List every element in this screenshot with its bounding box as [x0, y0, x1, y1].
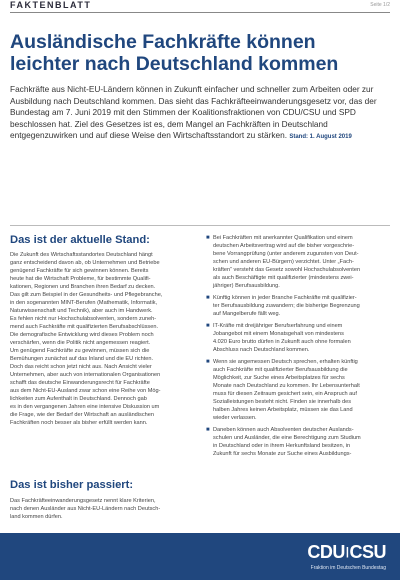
list-item — [206, 426, 390, 458]
body-text-line: mend auch Fachkräfte mit qualifizierten Berufsabschlüssen. — [10, 324, 158, 330]
body-text-line: Fachkräften noch besser als bisher erfüllt werden kann. — [10, 420, 148, 426]
list-item-line: wieder verlassen. — [213, 415, 257, 421]
list-item — [206, 234, 390, 290]
page-title — [10, 31, 390, 75]
body-text-line: die Frage, wie der Bedarf der Wirtschaft an ausländischen — [10, 412, 154, 418]
body-text-line: in den sogenannten MINT-Berufen (Mathematik, Informatik, — [10, 300, 158, 306]
list-item-line: auch Fachkräfte mit qualifizierter Berufsausbildung die — [213, 367, 348, 373]
body-text-line: schafft das deutsche Einwanderungsrecht für Fachkräfte — [10, 380, 150, 386]
body-text-line: genügend Fachkräfte für sich gewinnen können. Bereits — [10, 268, 149, 274]
list-item-line: jähriger) Berufsausbildung. — [213, 283, 280, 289]
page-number: Seite 1/2 — [370, 2, 390, 8]
bullet-square-icon: ■ — [206, 323, 210, 329]
section-divider — [10, 225, 390, 226]
logo-csu: CSU — [349, 542, 386, 562]
status-date: Stand: 1. August 2019 — [289, 134, 352, 141]
body-text-line: nach denen Ausländer aus Nicht-EU-Ländern nach Deutsch- — [10, 506, 161, 512]
list-item-line: ter Berufsausbildung zuwandern; die bisherige Begrenzung — [213, 303, 360, 309]
body-text-line: land kommen dürfen. — [10, 514, 63, 520]
list-item — [206, 322, 390, 354]
header-divider — [10, 12, 390, 13]
measures-list — [206, 234, 390, 462]
list-item — [206, 294, 390, 318]
current-status-text — [10, 251, 195, 427]
body-text-line: kationen, Regionen und Branchen ihren Bedarf zu decken. — [10, 284, 156, 290]
body-text-line: verschärfen, wenn die Politik nicht angemessen reagiert. — [10, 340, 151, 346]
list-item-line: deutschen Arbeitsvertrag wird auf die bisher vorgeschrie- — [213, 243, 355, 249]
list-item-line: Bei Fachkräften mit anerkannter Qualifikation und einem — [213, 235, 353, 241]
document-header — [0, 0, 400, 13]
body-text-line: lichkeiten zum Aufenthalt in Deutschland. Dennoch gab — [10, 396, 147, 402]
list-item-line: schen und anderen EU-Bürgern) verzichtet. Unter „Fach- — [213, 259, 354, 265]
progress-text — [10, 497, 195, 521]
list-item-line: kräften“ versteht das Gesetz sowohl Hochschulabsolventen — [213, 267, 361, 273]
body-text-line: aus dem Nicht-EU-Ausland zwar schon eine Reihe von Mög- — [10, 388, 161, 394]
body-text-line: ganz entscheidend davon ab, ob Unternehmen und Betriebe — [10, 260, 160, 266]
bullet-square-icon: ■ — [206, 359, 210, 365]
list-item-line: bene Vorrangprüfung (unter anderem zugunsten von Deut- — [213, 251, 359, 257]
body-text-line: es in den vergangenen Jahren eine intensive Diskussion um — [10, 404, 160, 410]
list-item-line: muss für diesen Zeitraum gesichert sein, ein Anspruch auf — [213, 391, 357, 397]
body-text-line: Die Zukunft des Wirtschaftsstandortes Deutschland hängt — [10, 252, 153, 258]
list-item-line: auf Mangelberufe fällt weg. — [213, 311, 281, 317]
list-item-line: Zukunft für sechs Monate zur Suche eines Ausbildungs- — [213, 451, 352, 457]
section-heading-current-status: Das ist der aktuelle Stand: — [10, 234, 150, 246]
body-text-line: Das gilt zum Beispiel in der Gesundheits- und Pflegebranche, — [10, 292, 163, 298]
footer-bar — [0, 533, 400, 580]
cdu-csu-logo — [307, 542, 386, 563]
list-item-line: Sozialleistungen besteht nicht. Finden sie innerhalb des — [213, 399, 352, 405]
document-type-label: FAKTENBLATT — [10, 0, 92, 10]
bullet-square-icon: ■ — [206, 427, 210, 433]
lead-text: Fachkräfte aus Nicht-EU-Ländern können in Zukunft einfacher und schneller zum Arbeiten oder zur Ausbildung nach Deutschland kommen. Das sieht das Fachkräfteeinwanderungsgesetz vor, das der Bundestag am 7. Juni 2019 mit den Stimmen der Koalitionsfraktionen von CDU/CSU und SPD beschlossen hat. Ziel des Gesetzes ist es, dem Mangel an Fachkräften in Deutschland entgegenzuwirken und auf diese Weise den Wirtschaftsstandort zu stärken. — [10, 84, 377, 141]
logo-separator: | — [345, 546, 349, 558]
body-text-line: Um genügend Fachkräfte zu gewinnen, müssen sich die — [10, 348, 150, 354]
body-text-line: Das Fachkräfteeinwanderungsgesetz nennt klare Kriterien, — [10, 498, 156, 504]
logo-cdu: CDU — [307, 542, 345, 562]
title-line-2: leichter nach Deutschland kommen — [10, 53, 339, 75]
body-text-line: Naturwissenschaft und Technik), aber auch im Handwerk. — [10, 308, 153, 314]
lead-paragraph — [10, 84, 390, 144]
bullet-square-icon: ■ — [206, 235, 210, 241]
body-text-line: Unternehmen, aber auch von internationalen Organisationen — [10, 372, 161, 378]
list-item-line: in Deutschland oder in ihrem Herkunftsland besitzen, in — [213, 443, 351, 449]
list-item-line: Daneben können auch Absolventen deutscher Auslands- — [213, 427, 354, 433]
list-item-line: Möglichkeit, zur Suche eines Arbeitsplatzes für sechs — [213, 375, 345, 381]
body-text-line: heute hat die Wirtschaft Probleme, für bestimmte Qualifi- — [10, 276, 151, 282]
list-item-line: 4.020 Euro brutto dürfen in Zukunft auch ohne formalen — [213, 339, 351, 345]
list-item-line: Künftig können in jeder Branche Fachkräfte mit qualifizier- — [213, 295, 357, 301]
bullet-square-icon: ■ — [206, 295, 210, 301]
list-item-line: Wenn sie angemessen Deutsch sprechen, erhalten künftig — [213, 359, 358, 365]
body-text-line: Es fehlen nicht nur Hochschulabsolventen, sondern zuneh- — [10, 316, 157, 322]
body-text-line: Bemühungen zunächst auf das Inland und die EU richten. — [10, 356, 154, 362]
list-item-line: schulen und Ausländer, die eine Berechtigung zum Studium — [213, 435, 361, 441]
list-item-line: IT-Kräfte mit dreijähriger Berufserfahrung und einem — [213, 323, 343, 329]
title-line-1: Ausländische Fachkräfte können — [10, 31, 316, 53]
list-item-line: als auch Beschäftigte mit qualifizierter (mindestens zwei- — [213, 275, 354, 281]
body-text-line: Die demografische Entwicklung wird dieses Problem noch — [10, 332, 154, 338]
footer-subtitle: Fraktion im Deutschen Bundestag — [310, 565, 386, 571]
list-item-line: Jobangebot mit einem Monatsgehalt von mindestens — [213, 331, 344, 337]
section-heading-progress: Das ist bisher passiert: — [10, 479, 134, 491]
list-item — [206, 358, 390, 422]
list-item-line: Abschluss nach Deutschland kommen. — [213, 347, 310, 353]
list-item-line: halben Jahres keinen Arbeitsplatz, müssen sie das Land — [213, 407, 353, 413]
body-text-line: Doch das reicht schon jetzt nicht aus. Nach Ansicht vieler — [10, 364, 152, 370]
list-item-line: Monate nach Deutschland zu kommen. Ihr Lebensunterhalt — [213, 383, 360, 389]
